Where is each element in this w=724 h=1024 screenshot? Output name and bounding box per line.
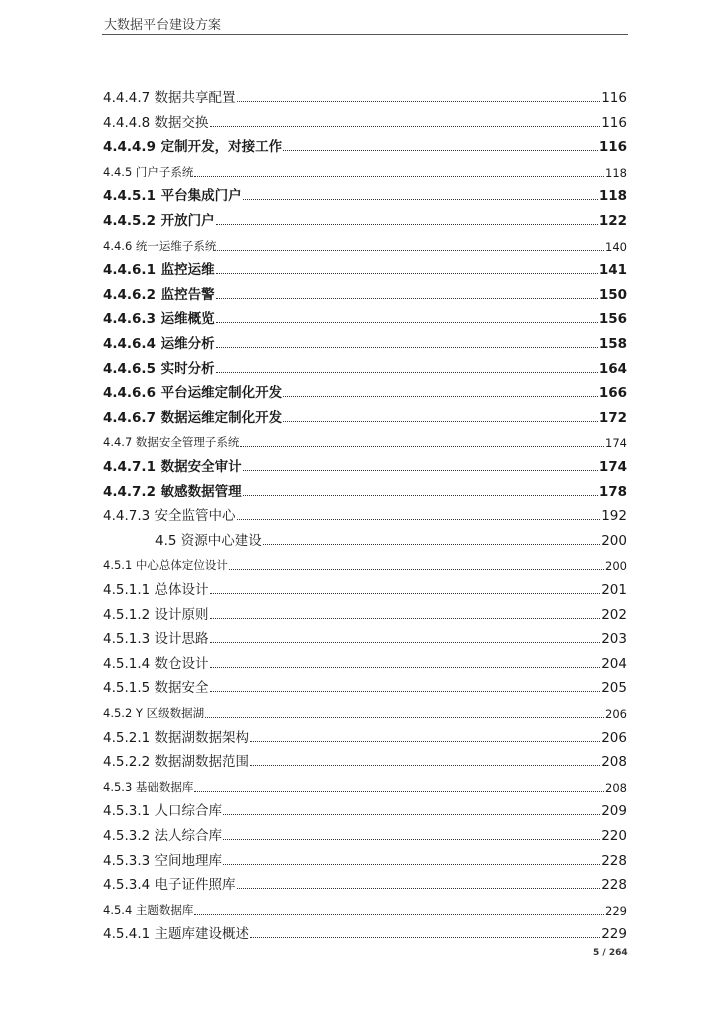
dot-leader [250, 741, 600, 742]
toc-entry-page: 206 [601, 729, 627, 746]
toc-entry-page: 208 [601, 754, 627, 771]
dot-leader [243, 199, 598, 200]
toc-entry[interactable] [103, 873, 627, 893]
toc-entry-title: 4.4.7.1 数据安全审计 [103, 459, 242, 475]
dot-leader [210, 691, 601, 692]
toc-entry-page: 118 [598, 188, 627, 205]
toc-entry-title: 4.4.6.3 运维概览 [103, 311, 215, 328]
dot-leader [250, 937, 600, 938]
dot-leader [283, 396, 598, 397]
dot-leader [229, 569, 604, 570]
dot-leader [210, 667, 601, 668]
toc-entry-page: 208 [605, 780, 627, 795]
toc-entry[interactable] [103, 553, 627, 573]
toc-entry-title: 4.5.4 主题数据库 [103, 902, 194, 917]
toc-entry-page: 200 [605, 559, 627, 574]
toc-entry-title: 4.4.6.1 监控运维 [103, 262, 215, 279]
toc-entry-title: 4.4.6 统一运维子系统 [103, 238, 217, 253]
dot-leader [223, 864, 600, 865]
toc-entry-page: 118 [605, 165, 627, 180]
toc-entry[interactable] [103, 799, 627, 819]
toc-entry-title: 4.5.1.4 数仓设计 [103, 655, 209, 672]
toc-entry[interactable] [103, 209, 627, 229]
toc-entry-page: 205 [601, 680, 627, 697]
toc-entry-page: 206 [605, 707, 627, 721]
toc-entry-page: 140 [605, 239, 627, 254]
dot-leader [240, 446, 604, 447]
toc-entry-page: 164 [598, 360, 627, 377]
toc-entry-title: 4.5.1 中心总体定位设计 [103, 558, 228, 573]
dot-leader [210, 126, 601, 127]
toc-entry[interactable] [103, 676, 627, 696]
toc-entry[interactable] [103, 283, 627, 303]
toc-entry[interactable] [103, 111, 627, 131]
toc-entry-title: 4.4.6.7 数据运维定制化开发 [103, 409, 283, 426]
toc-entry-title: 4.5.3.3 空间地理库 [103, 852, 223, 869]
header-divider [102, 34, 628, 35]
toc-entry-page: 204 [601, 655, 627, 672]
toc-entry-page: 116 [601, 114, 627, 131]
toc-entry-title: 4.4.7.2 敏感数据管理 [103, 483, 242, 500]
toc-entry-title: 4.5.3.2 法人综合库 [103, 828, 223, 844]
toc-entry-page: 209 [601, 803, 627, 820]
toc-entry-page: 158 [598, 336, 627, 352]
toc-entry-page: 174 [598, 459, 627, 475]
toc-entry-title: 4.4.4.9 定制开发，对接工作 [103, 139, 283, 156]
toc-entry-title: 4.5.1.2 设计原则 [103, 606, 209, 623]
dot-leader [237, 101, 601, 102]
toc-entry-page: 200 [601, 532, 627, 549]
dot-leader [243, 495, 598, 496]
toc-entry[interactable] [103, 184, 627, 204]
toc-entry[interactable] [103, 898, 627, 918]
toc-entry-title: 4.5.2 Y 区级数据湖 [103, 706, 205, 720]
toc-entry-title: 4.5.4.1 主题库建设概述 [103, 926, 250, 943]
toc-entry-title: 4.4.6.4 运维分析 [103, 336, 215, 352]
toc-entry-title: 4.5.2.2 数据湖数据范围 [103, 754, 250, 771]
toc-entry-title: 4.4.5.1 平台集成门户 [103, 188, 242, 205]
dot-leader [283, 150, 598, 151]
toc-entry-title: 4.4.6.5 实时分析 [103, 360, 215, 377]
toc-entry[interactable] [103, 701, 627, 721]
toc-entry-title: 4.5.3.1 人口综合库 [103, 803, 223, 820]
dot-leader [217, 250, 604, 251]
toc-entry-title: 4.4.7 数据安全管理子系统 [103, 435, 240, 450]
toc-entry[interactable] [103, 529, 627, 549]
dot-leader [205, 717, 604, 718]
toc-entry-page: 228 [601, 877, 627, 894]
dot-leader [194, 791, 604, 792]
toc-entry-title: 4.5.3.4 电子证件照库 [103, 877, 236, 894]
toc-entry-page: 122 [598, 213, 627, 229]
toc-entry-page: 229 [601, 926, 627, 943]
dot-leader [210, 593, 601, 594]
document-title: 大数据平台建设方案 [104, 18, 222, 33]
toc-entry-page: 220 [601, 828, 627, 844]
toc-entry-page: 192 [601, 508, 627, 525]
dot-leader [194, 176, 604, 177]
dot-leader [216, 372, 598, 373]
toc-entry[interactable] [103, 578, 627, 598]
dot-leader [216, 273, 598, 274]
dot-leader [194, 914, 604, 915]
toc-entry-title: 4.5.1.5 数据安全 [103, 680, 209, 697]
dot-leader [263, 544, 600, 545]
toc-entry[interactable] [103, 381, 627, 401]
toc-entry[interactable] [103, 504, 627, 524]
toc-entry[interactable] [103, 357, 627, 377]
page-indicator: 5 / 264 [593, 948, 628, 958]
dot-leader [223, 839, 600, 840]
toc-entry[interactable] [103, 406, 627, 426]
toc-entry-page: 156 [598, 311, 627, 328]
toc-entry-page: 229 [605, 903, 627, 918]
toc-entry-page: 178 [598, 483, 627, 500]
dot-leader [216, 224, 598, 225]
toc-entry-title: 4.4.6.6 平台运维定制化开发 [103, 385, 283, 402]
dot-leader [237, 888, 601, 889]
toc-entry[interactable] [103, 258, 627, 278]
toc-entry-title: 4.4.5.2 开放门户 [103, 213, 215, 229]
toc-entry-title: 4.4.7.3 安全监管中心 [103, 508, 236, 525]
toc-entry-title: 4.4.4.8 数据交换 [103, 114, 209, 131]
toc-entry[interactable] [103, 726, 627, 746]
toc-entry-title: 4.4.4.7 数据共享配置 [103, 90, 236, 106]
toc-entry[interactable] [103, 775, 627, 795]
toc-entry[interactable] [103, 160, 627, 180]
dot-leader [216, 322, 598, 323]
toc-entry-page: 228 [601, 852, 627, 869]
toc-entry[interactable] [103, 849, 627, 869]
dot-leader [250, 765, 600, 766]
toc-entry[interactable] [103, 652, 627, 672]
toc-entry-page: 141 [598, 262, 627, 279]
toc-entry-title: 4.5.3 基础数据库 [103, 779, 194, 794]
toc-entry[interactable] [103, 135, 627, 155]
toc-entry[interactable] [103, 603, 627, 623]
toc-entry[interactable] [103, 455, 627, 475]
toc-entry-page: 201 [601, 582, 627, 598]
dot-leader [237, 519, 601, 520]
toc-entry[interactable] [103, 750, 627, 770]
dot-leader [223, 814, 600, 815]
toc-entry-page: 150 [598, 286, 627, 303]
dot-leader [283, 421, 598, 422]
toc-entry-page: 202 [601, 606, 627, 623]
toc-entry-page: 116 [598, 139, 627, 156]
toc-entry-page: 116 [601, 90, 627, 106]
dot-leader [216, 298, 598, 299]
toc-entry[interactable] [103, 86, 627, 106]
dot-leader [243, 470, 598, 471]
toc-entry[interactable] [103, 234, 627, 254]
toc-entry-title: 4.4.5 门户子系统 [103, 164, 194, 179]
toc-entry-page: 172 [598, 409, 627, 426]
toc-entry[interactable] [103, 430, 627, 450]
toc-entry-page: 166 [598, 385, 627, 402]
toc-entry[interactable] [103, 824, 627, 844]
toc-entry[interactable] [103, 480, 627, 500]
toc-entry-title: 4.5 资源中心建设 [155, 532, 262, 549]
toc-entry[interactable] [103, 627, 627, 647]
toc-entry-title: 4.5.2.1 数据湖数据架构 [103, 729, 250, 746]
toc-entry-title: 4.5.1.3 设计思路 [103, 631, 209, 648]
toc-entry[interactable] [103, 307, 627, 327]
toc-entry-title: 4.4.6.2 监控告警 [103, 286, 215, 303]
toc-entry[interactable] [103, 922, 627, 942]
toc-entry-page: 174 [605, 436, 627, 451]
toc-entry-page: 203 [601, 631, 627, 648]
dot-leader [210, 642, 601, 643]
toc-entry-title: 4.5.1.1 总体设计 [103, 582, 209, 598]
toc-entry[interactable] [103, 332, 627, 352]
dot-leader [216, 347, 598, 348]
dot-leader [210, 618, 601, 619]
